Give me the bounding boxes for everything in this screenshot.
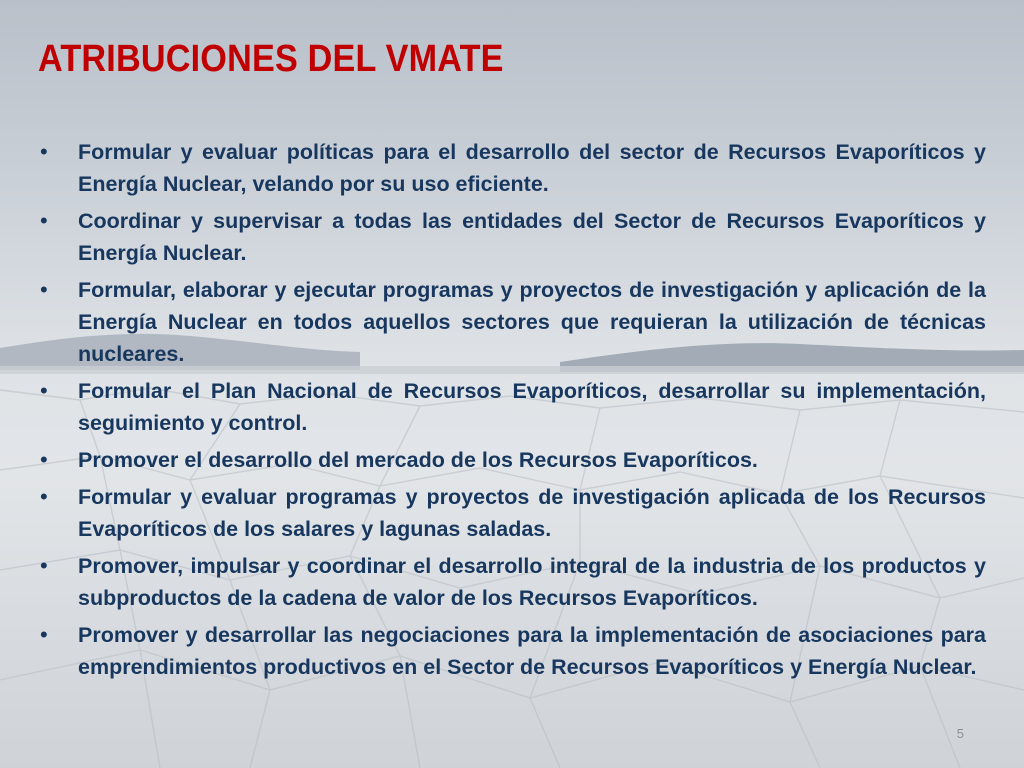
bullet-item [38,136,986,200]
bullet-item [38,619,986,683]
bullet-text: Formular, elaborar y ejecutar programas y proyectos de investigación y aplicación de la Energía Nuclear en todos aquellos sectores que requieran la utilización de técnicas nucleares. [78,278,986,366]
bullet-text: Promover y desarrollar las negociaciones para la implementación de asociaciones para emprendimientos productivos en el Sector de Recursos Evaporíticos y Energía Nuclear. [78,623,986,679]
bullet-item [38,481,986,545]
bullet-item [38,205,986,269]
bullet-dot-icon: • [40,484,48,509]
bullet-item [38,274,986,370]
bullet-dot-icon: • [40,447,48,472]
bullet-text: Coordinar y supervisar a todas las entidades del Sector de Recursos Evaporíticos y Energía Nuclear. [78,209,986,265]
bullet-text: Formular y evaluar políticas para el desarrollo del sector de Recursos Evaporíticos y Energía Nuclear, velando por su uso eficiente. [78,140,986,196]
bullet-item [38,375,986,439]
bullet-dot-icon: • [40,622,48,647]
bullet-dot-icon: • [40,378,48,403]
bullet-text: Promover, impulsar y coordinar el desarrollo integral de la industria de los productos y subproductos de la cadena de valor de los Recursos Evaporíticos. [78,554,986,610]
bullet-dot-icon: • [40,553,48,578]
bullet-dot-icon: • [40,277,48,302]
bullet-dot-icon: • [40,208,48,233]
bullet-dot-icon: • [40,139,48,164]
bullet-text: Promover el desarrollo del mercado de los Recursos Evaporíticos. [78,448,758,472]
bullet-text: Formular el Plan Nacional de Recursos Evaporíticos, desarrollar su implementación, seguimiento y control. [78,379,986,435]
bullet-list [38,136,986,688]
bullet-item [38,550,986,614]
slide-title: ATRIBUCIONES DEL VMATE [38,38,504,80]
bullet-text: Formular y evaluar programas y proyectos de investigación aplicada de los Recursos Evaporíticos de los salares y lagunas saladas. [78,485,986,541]
bullet-item [38,444,986,476]
page-number: 5 [956,726,964,741]
